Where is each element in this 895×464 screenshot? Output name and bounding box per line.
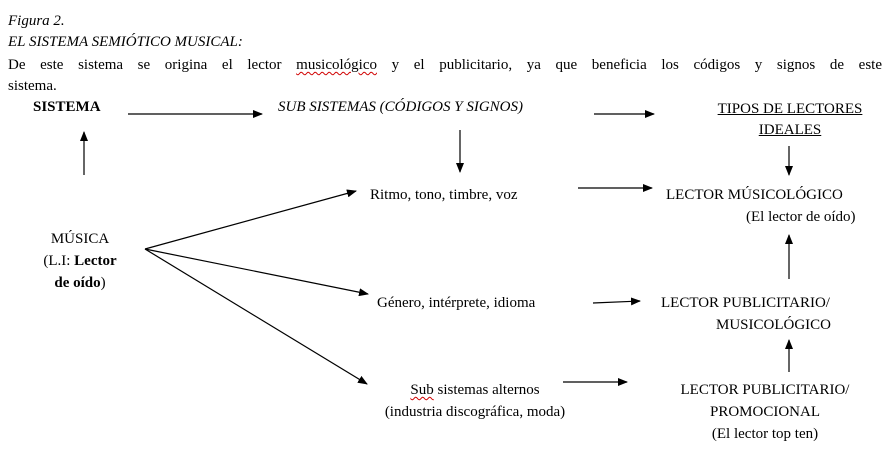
arrow-musica-to-ritmo — [145, 191, 356, 249]
reader-musicologico-line2: (El lector de oído) — [746, 209, 856, 225]
sistema-heading: SISTEMA — [33, 99, 101, 115]
tipos-lectores-heading-line1: TIPOS DE LECTORES — [717, 101, 863, 117]
intro-line-1: De este sistema se origina el lector musicológico y el publicitario, ya que beneficia los códigos y signos de este — [8, 57, 882, 73]
reader-publicitario-line2: MUSICOLÓGICO — [716, 317, 832, 333]
reader-publicitario-line1: LECTOR PUBLICITARIO/ — [661, 295, 830, 311]
reader-promocional-line2: PROMOCIONAL — [709, 404, 820, 420]
code-genero: Género, intérprete, idioma — [377, 295, 536, 311]
figure-label: Figura 2. — [8, 13, 65, 29]
reader-promocional-line3: (El lector top ten) — [711, 426, 819, 442]
spellcheck-word: Sub — [410, 382, 434, 398]
arrow-genero-to-publicitario — [593, 301, 640, 303]
reader-musicologico-line1: LECTOR MÚSICOLÓGICO — [666, 187, 843, 203]
musica-node-line2: (L.I: Lector — [43, 253, 117, 269]
code-ritmo: Ritmo, tono, timbre, voz — [370, 187, 518, 203]
code-alternos-line1: Sub sistemas alternos — [410, 382, 540, 398]
arrow-musica-to-genero — [145, 249, 368, 294]
subsistemas-heading: SUB SISTEMAS (CÓDIGOS Y SIGNOS) — [278, 99, 523, 115]
code-alternos-line2: (industria discográfica, moda) — [384, 404, 566, 420]
reader-promocional-line1: LECTOR PUBLICITARIO/ — [680, 382, 850, 398]
intro-line-2: sistema. — [8, 78, 57, 94]
diagram-title: EL SISTEMA SEMIÓTICO MUSICAL: — [8, 34, 243, 50]
tipos-lectores-heading-line2: IDEALES — [758, 122, 822, 138]
musica-node-line3: de oído) — [54, 275, 106, 291]
arrow-musica-to-alternos — [145, 249, 367, 384]
musica-node-line1: MÚSICA — [50, 231, 110, 247]
spellcheck-word: musicológico — [296, 57, 377, 73]
